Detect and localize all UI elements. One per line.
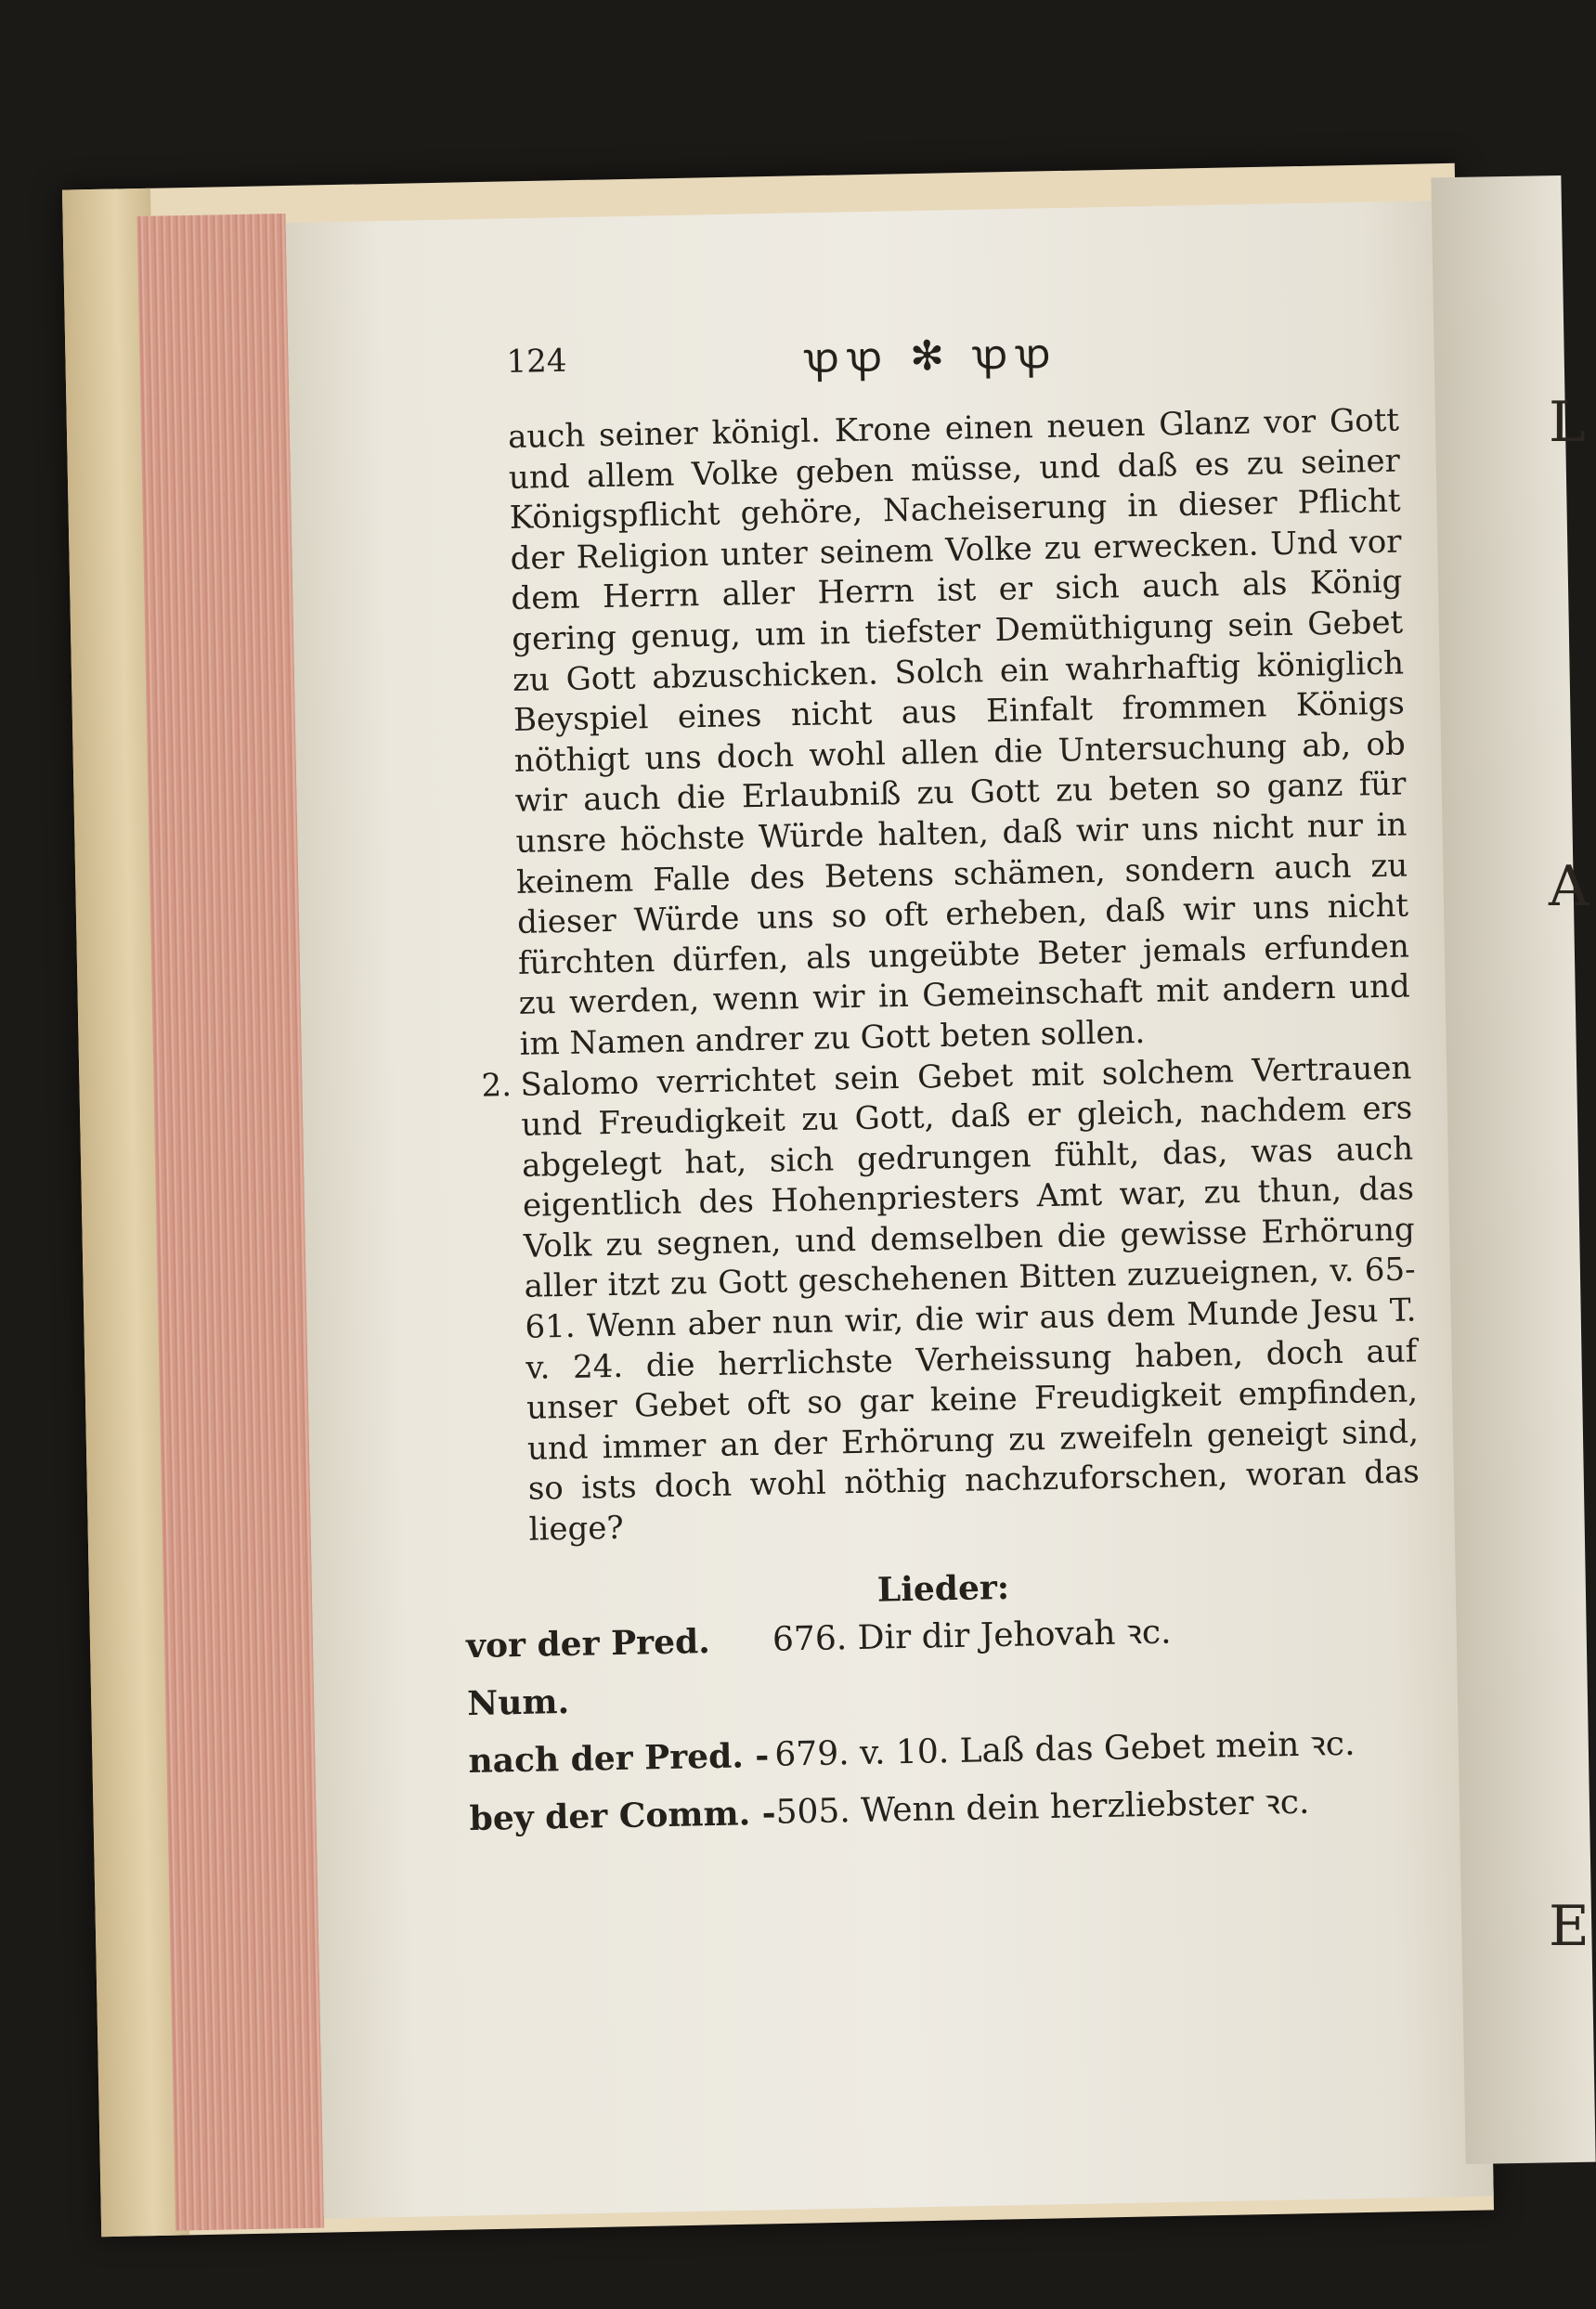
hymn-label: vor der Pred. Num. xyxy=(465,1621,711,1723)
hymn-text: 676. Dir dir Jehovah ꝛc. xyxy=(772,1613,1172,1659)
facing-page-glyph: A xyxy=(1549,854,1590,919)
hymn-row xyxy=(466,1599,1424,1732)
page-content xyxy=(465,318,1426,1847)
hymn-label: bey der Comm. - xyxy=(469,1793,776,1838)
item-number: 2. xyxy=(481,1066,513,1105)
body-text xyxy=(481,401,1421,1551)
hymn-label: nach der Pred. - xyxy=(468,1735,770,1781)
page-header xyxy=(506,318,1399,418)
item-text: Salomo verrichtet sein Gebet mit solchem Vertrauen und Freudigkeit zu Gott, daß er gleich, nachdem ers abgelegt hat, sich gedrungen fühlt, das, was auch eigentlich des Hohenpriesters Amt war, zu thun, das Volk zu segnen, und demselben die gewisse Erhörung aller itzt zu Gott geschehenen Bitten zuzueignen, v. 65-61. Wenn aber nun wir, die wir aus dem Munde Jesu T. v. 24. die herrlichste Verheissung haben, doch auf unser Gebet oft so gar keine Freudigkeit empfinden, und immer an der Erhörung zu zweifeln geneigt sind, so ists doch wohl nöthig nachzuforschen, woran das liege? xyxy=(520,1048,1421,1549)
hymn-text: 505. Wenn dein herzliebster ꝛc. xyxy=(775,1783,1310,1832)
paragraph: auch seiner königl. Krone einen neuen Glanz vor Gott und allem Volke geben müsse, und daß es zu seiner Königspflicht gehöre, Nacheiserung in dieser Pflicht der Religion unter seinem Volke zu erwecken. Und vor dem Herrn aller Herrn ist er sich auch als König gering genug, um in tiefster Demüthigung sein Gebet zu Gott abzuschicken. Solch ein wahrhaftig königlich Beyspiel eines nicht aus Einfalt frommen Königs nöthigt uns doch wohl allen die Untersuchung ab, ob wir auch die Erlaubniß zu Gott zu beten so ganz für unsre höchste Würde halten, daß wir uns nicht nur in keinem Falle des Betens schämen, sondern auch zu dieser Würde uns so oft erheben, daß wir uns nicht fürchten dürfen, als ungeübte Beter jemals erfunden zu werden, wenn wir in Gemeinschaft mit andern und im Namen andrer zu Gott beten sollen. xyxy=(507,401,1411,1063)
facing-page-glyph: E xyxy=(1549,1894,1590,1959)
page-number: 124 xyxy=(506,342,567,381)
header-ornament: ꝕꝕ ✻ ꝕꝕ xyxy=(803,330,1058,383)
hymn-text: 679. v. 10. Laß das Gebet mein ꝛc. xyxy=(774,1724,1356,1774)
numbered-item xyxy=(481,1048,1421,1550)
facing-page-glyph: L xyxy=(1549,390,1586,455)
hymns-title: Lieder: xyxy=(876,1567,1010,1610)
